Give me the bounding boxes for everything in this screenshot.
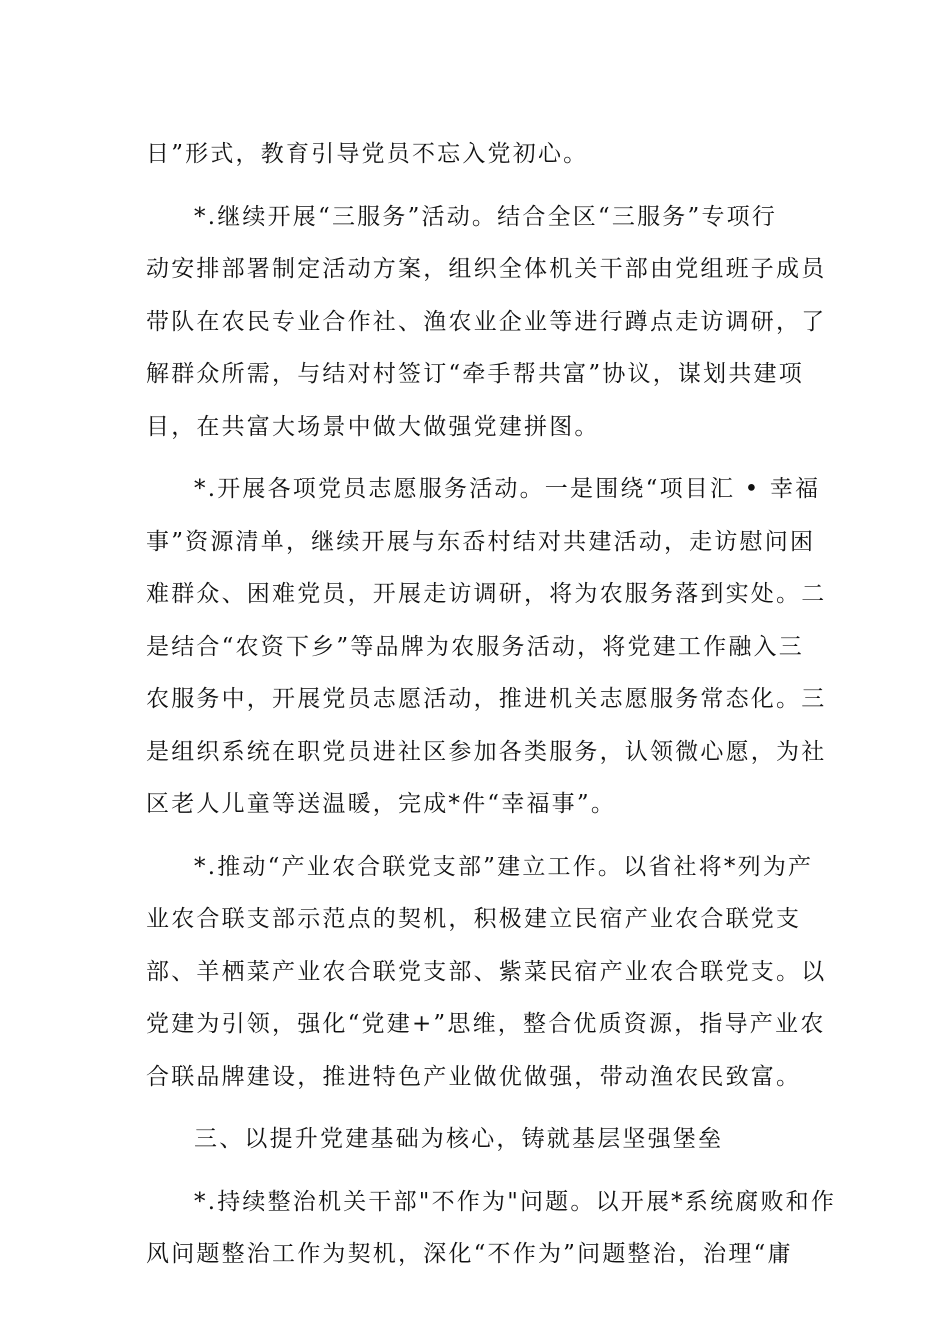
text-line: *.推动“产业农合联党支部”建立工作。以省社将*列为产 (194, 853, 814, 880)
text-line: 农服务中，开展党员志愿活动，推进机关志愿服务常态化。三 (146, 686, 827, 712)
paragraph-industry (146, 841, 827, 1104)
text-line: *.持续整治机关干部"不作为"问题。以开展*系统腐败和作 (194, 1188, 837, 1215)
text-line: 动安排部署制定活动方案，组织全体机关干部由党组班子成员 (146, 256, 827, 282)
paragraph-sanfuwu (146, 191, 827, 454)
text-line: 目，在共富大场景中做大做强党建拼图。 (146, 413, 600, 440)
paragraph-volunteer (146, 463, 827, 831)
text-line: 合联品牌建设，推进特色产业做优做强，带动渔农民致富。 (146, 1063, 802, 1090)
text-line: 部、羊栖菜产业农合联党支部、紫菜民宿产业农合联党支。以 (146, 958, 827, 985)
paragraph-continued (146, 128, 810, 181)
text-line: 解群众所需，与结对村签订“牵手帮共富”协议，谋划共建项 (146, 361, 804, 387)
document-body (146, 128, 837, 1281)
text-line: 党建为引领，强化“党建+”思维，整合优质资源，指导产业农 (146, 1011, 826, 1037)
text-line: 业农合联支部示范点的契机，积极建立民宿产业农合联党支 (146, 906, 802, 932)
text-line: 区老人儿童等送温暖，完成*件“幸福事”。 (146, 791, 617, 817)
text-line: *.继续开展“三服务”活动。结合全区“三服务”专项行 (194, 203, 778, 230)
text-line: 风问题整治工作为契机，深化“不作为”问题整治，治理“庸 (146, 1241, 793, 1267)
text-line: *.开展各项党员志愿服务活动。一是围绕“项目汇 • 幸福 (194, 476, 821, 502)
text-line: 是结合“农资下乡”等品牌为农服务活动，将党建工作融入三 (146, 633, 804, 660)
text-line: 难群众、困难党员，开展走访调研，将为农服务落到实处。二 (146, 581, 827, 607)
text-line: 事”资源清单，继续开展与东岙村结对共建活动，走访慰问困 (146, 528, 816, 555)
section-heading (146, 1113, 810, 1166)
text-line: 是组织系统在职党员进社区参加各类服务，认领微心愿，为社 (146, 738, 827, 765)
text-line: 日”形式，教育引导党员不忘入党初心。 (146, 141, 589, 167)
paragraph-buzuowei (146, 1176, 837, 1281)
heading-line: 三、以提升党建基础为核心，铸就基层坚强堡垒 (194, 1126, 724, 1152)
text-line: 带队在农民专业合作社、渔农业企业等进行蹲点走访调研，了 (146, 308, 827, 335)
